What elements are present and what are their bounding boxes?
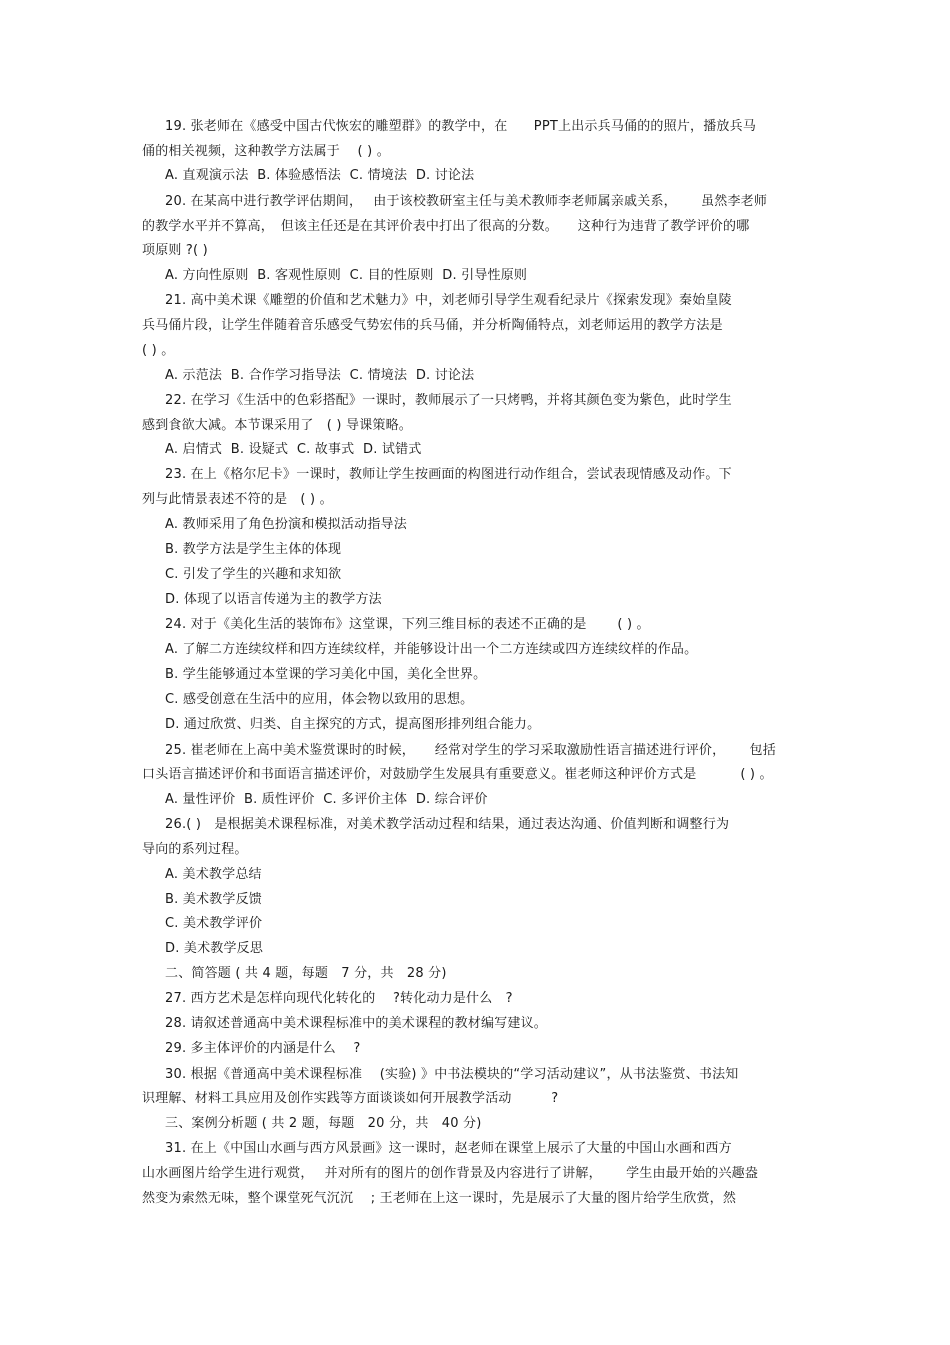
text-line: 30. 根据《普通高中美术课程标准 (实验) 》中书法模块的“学习活动建议”，从书法鉴赏、书法知 [165,1067,739,1082]
text-line: 26.( ) 是根据美术课程标准，对美术教学活动过程和结果，通过表达沟通、价值判断和调整行为 [165,817,730,832]
text-line: C. 感受创意在生活中的应用，体会物以致用的思想。 [165,692,474,707]
text-line: 列与此情景表述不符的是 ( ) 。 [142,492,333,507]
text-line: B. 美术教学反馈 [165,892,262,907]
text-line: A. 量性评价 B. 质性评价 C. 多评价主体 D. 综合评价 [165,792,488,807]
text-line: 口头语言描述评价和书面语言描述评价，对鼓励学生发展具有重要意义。崔老师这种评价方式是 ( ) 。 [142,767,773,782]
text-line: D. 体现了以语言传递为主的教学方法 [165,592,382,607]
text-line: C. 美术教学评价 [165,916,263,931]
text-line: 23. 在上《格尔尼卡》一课时，教师让学生按画面的构图进行动作组合，尝试表现情感及动作。下 [165,467,732,482]
text-line: 21. 高中美术课《雕塑的价值和艺术魅力》中，刘老师引导学生观看纪录片《探索发现》秦始皇陵 [165,293,732,308]
text-line: 22. 在学习《生活中的色彩搭配》一课时，教师展示了一只烤鸭，并将其颜色变为紫色，此时学生 [165,393,732,408]
text-line: A. 教师采用了角色扮演和模拟活动指导法 [165,517,407,532]
text-line: 兵马俑片段，让学生伴随着音乐感受气势宏伟的兵马俑，并分析陶俑特点，刘老师运用的教学方法是 [142,318,723,333]
text-line: 29. 多主体评价的内涵是什么 ? [165,1041,361,1056]
text-line: 山水画图片给学生进行观赏， 并对所有的图片的创作背景及内容进行了讲解， 学生由最开始的兴趣盎 [142,1166,759,1181]
text-line: 感到食欲大减。本节课采用了 ( ) 导课策略。 [142,418,413,433]
text-line: 导向的系列过程。 [142,842,248,857]
text-line: 俑的相关视频，这种教学方法属于 ( ) 。 [142,144,390,159]
text-line: 25. 崔老师在上高中美术鉴赏课时的时候， 经常对学生的学习采取激励性语言描述进行评价， 包括 [165,743,776,758]
text-line: 31. 在上《中国山水画与西方风景画》这一课时，赵老师在课堂上展示了大量的中国山水画和西方 [165,1141,732,1156]
text-line: A. 直观演示法 B. 体验感悟法 C. 情境法 D. 讨论法 [165,168,475,183]
text-line: B. 教学方法是学生主体的体现 [165,542,342,557]
text-line: 的教学水平并不算高， 但该主任还是在其评价表中打出了很高的分数。 这种行为违背了教学评价的哪 [142,219,750,234]
text-line: 识理解、材料工具应用及创作实践等方面谈谈如何开展教学活动 ? [142,1091,559,1106]
text-line: ( ) 。 [142,343,175,358]
text-line: D. 通过欣赏、归类、自主探究的方式，提高图形排列组合能力。 [165,717,541,732]
text-line: 项原则 ?( ) [142,243,208,258]
text-line: 24. 对于《美化生活的装饰布》这堂课，下列三维目标的表述不正确的是 ( ) 。 [165,617,650,632]
text-line: 三、案例分析题 ( 共 2 题，每题 20 分，共 40 分) [165,1116,482,1131]
text-line: A. 方向性原则 B. 客观性原则 C. 目的性原则 D. 引导性原则 [165,268,528,283]
text-line: 19. 张老师在《感受中国古代恢宏的雕塑群》的教学中，在 PPT上出示兵马俑的的照片，播放兵马 [165,119,757,134]
text-line: 27. 西方艺术是怎样向现代化转化的 ?转化动力是什么 ? [165,991,513,1006]
text-line: 二、简答题 ( 共 4 题，每题 7 分，共 28 分) [165,966,447,981]
text-line: C. 引发了学生的兴趣和求知欲 [165,567,342,582]
text-line: B. 学生能够通过本堂课的学习美化中国，美化全世界。 [165,667,487,682]
text-line: 20. 在某高中进行教学评估期间， 由于该校教研室主任与美术教师李老师属亲戚关系， 虽然李老师 [165,194,768,209]
text-line: 然变为索然无味，整个课堂死气沉沉 ; 王老师在上这一课时，先是展示了大量的图片给学生欣赏，然 [142,1191,737,1206]
text-line: D. 美术教学反思 [165,941,264,956]
text-line: A. 美术教学总结 [165,867,262,882]
text-line: A. 示范法 B. 合作学习指导法 C. 情境法 D. 讨论法 [165,368,475,383]
text-line: A. 启情式 B. 设疑式 C. 故事式 D. 试错式 [165,442,422,457]
text-line: 28. 请叙述普通高中美术课程标准中的美术课程的教材编写建议。 [165,1016,548,1031]
text-line: A. 了解二方连续纹样和四方连续纹样，并能够设计出一个二方连续或四方连续纹样的作品。 [165,642,698,657]
